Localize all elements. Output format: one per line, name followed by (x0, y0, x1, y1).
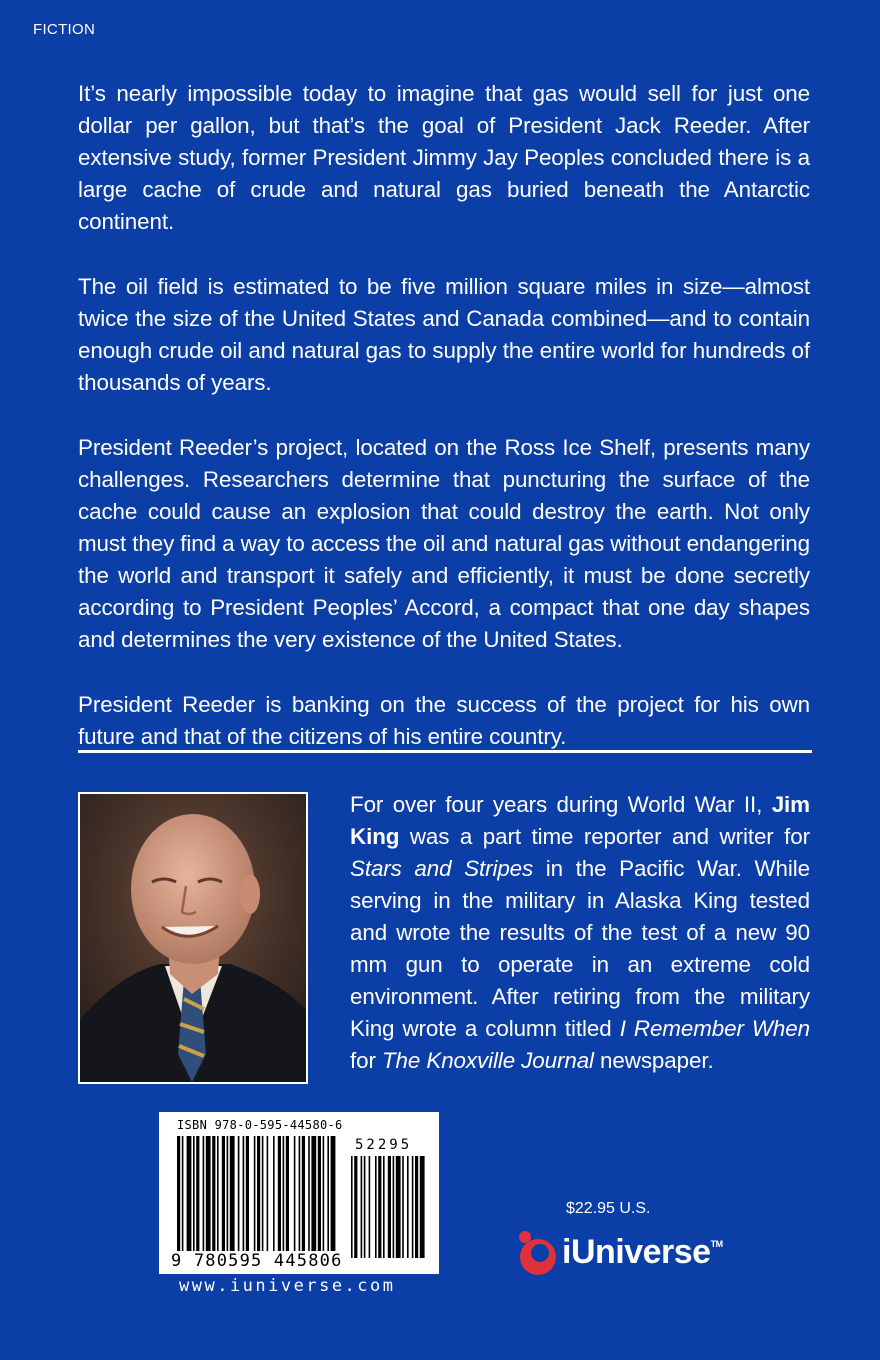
bio-text-4: for (350, 1048, 382, 1073)
barcode-addon-bar (361, 1156, 363, 1258)
barcode-bar (217, 1136, 219, 1258)
barcode-bar (286, 1136, 289, 1258)
blurb-paragraph-4: President Reeder is banking on the success of the project for his own future and that of the citizens of his entire country. (78, 692, 810, 749)
iuniverse-logo-icon (516, 1229, 560, 1279)
barcode-bar (206, 1136, 211, 1258)
barcode-bar (327, 1136, 329, 1258)
barcode-addon-bar (364, 1156, 366, 1258)
barcode-addon-bar (378, 1156, 381, 1258)
blurb-paragraph-2: The oil field is estimated to be five million square miles in size—almost twice the size of the United States and Canada combined—and to contain enough crude oil and natural gas to supply the entire world for hundreds of thousands of years. (78, 274, 810, 395)
author-photo (78, 792, 308, 1084)
barcode-bar (308, 1136, 310, 1258)
barcode-bar (238, 1136, 240, 1258)
barcode-addon-bar (383, 1156, 385, 1258)
barcode-bar (203, 1136, 205, 1258)
barcode-bar (227, 1136, 229, 1258)
bio-text-2: was a part time reporter and writer for (399, 824, 810, 849)
bio-column-title: I Remember When (619, 1016, 810, 1041)
barcode-addon-bar (388, 1156, 391, 1258)
blurb-paragraph-1: It’s nearly impossible today to imagine that gas would sell for just one dollar per gallon, but that’s the goal of President Jack Reeder. After extensive study, former President Jimmy Jay Peoples concluded there is a large cache of crude and natural gas buried beneath the Antarctic continent. (78, 81, 810, 234)
barcode-addon-bar (375, 1156, 377, 1258)
bio-text-1: For over four years during World War II, (350, 792, 772, 817)
barcode-bar (196, 1136, 199, 1258)
blurb-paragraph-3: President Reeder’s project, located on the Ross Ice Shelf, presents many challenges. Researchers determine that puncturing the surface of the cache could cause an explosion that could destroy the earth. Not only must they find a way to access the oil and natural gas without endangering the world and transport it safely and efficiently, it must be done secretly according to President Peoples’ Accord, a compact that one day shapes and determines the very existence of the United States. (78, 435, 810, 652)
isbn-barcode (159, 1112, 439, 1274)
barcode-bar (254, 1136, 256, 1258)
barcode-bar (267, 1136, 269, 1258)
barcode-bar (283, 1136, 285, 1258)
barcode-bar (222, 1136, 225, 1258)
bio-text-5: newspaper. (593, 1048, 714, 1073)
publisher-logo (516, 1229, 746, 1279)
barcode-addon-bar (420, 1156, 425, 1258)
isbn-label: ISBN 978-0-595-44580-6 (177, 1118, 343, 1132)
barcode-bar (273, 1136, 275, 1258)
barcode-bar (177, 1136, 180, 1258)
barcode-addon-bar (393, 1156, 395, 1258)
barcode-bar (193, 1136, 195, 1258)
publisher-website: www.iuniverse.com (179, 1276, 396, 1296)
trademark-symbol: TM (710, 1239, 723, 1249)
barcode-bar (278, 1136, 281, 1258)
barcode-bar (182, 1136, 184, 1258)
barcode-bar (299, 1136, 301, 1258)
barcode-bar (212, 1136, 215, 1258)
author-name: Jim King (350, 792, 810, 849)
barcode-bar (302, 1136, 305, 1258)
barcode-bar (294, 1136, 296, 1258)
barcode-addon-bar (369, 1156, 371, 1258)
bio-publication-2: The Knoxville Journal (381, 1048, 594, 1073)
barcode-bar (311, 1136, 316, 1258)
author-bio (350, 789, 810, 1077)
author-portrait-image (80, 794, 306, 1082)
barcode-bar (331, 1136, 336, 1258)
book-blurb (78, 78, 810, 786)
bio-publication-1: Stars and Stripes (350, 856, 534, 881)
barcode-addon-bar (351, 1156, 353, 1258)
publisher-name-text: iUniverse (562, 1233, 711, 1271)
barcode-addon-bar (402, 1156, 404, 1258)
book-price: $22.95 U.S. (566, 1200, 651, 1217)
barcode-bar (262, 1136, 264, 1258)
genre-label: FICTION (33, 21, 96, 38)
barcode-addon-bar (407, 1156, 409, 1258)
barcode-bar (230, 1136, 235, 1258)
bio-text-3: in the Pacific War. While serving in the military in Alaska King tested and wrote the results of the test of a new 90 mm gun to operate in an extreme cold environment. After retiring from the military King wrote a column titled (350, 856, 810, 1041)
barcode-addon-bar (396, 1156, 401, 1258)
barcode-bar (246, 1136, 249, 1258)
barcode-addon-bar (412, 1156, 414, 1258)
section-divider (78, 750, 812, 753)
barcode-bars (159, 1112, 439, 1274)
barcode-bar (243, 1136, 245, 1258)
price-code: 52295 (355, 1137, 413, 1153)
isbn-digits: 9 780595 445806 (171, 1251, 343, 1271)
publisher-name (562, 1233, 723, 1272)
barcode-bar (257, 1136, 260, 1258)
barcode-bar (323, 1136, 325, 1258)
barcode-bar (187, 1136, 192, 1258)
barcode-addon-bar (415, 1156, 418, 1258)
barcode-addon-bar (354, 1156, 357, 1258)
barcode-bar (318, 1136, 321, 1258)
